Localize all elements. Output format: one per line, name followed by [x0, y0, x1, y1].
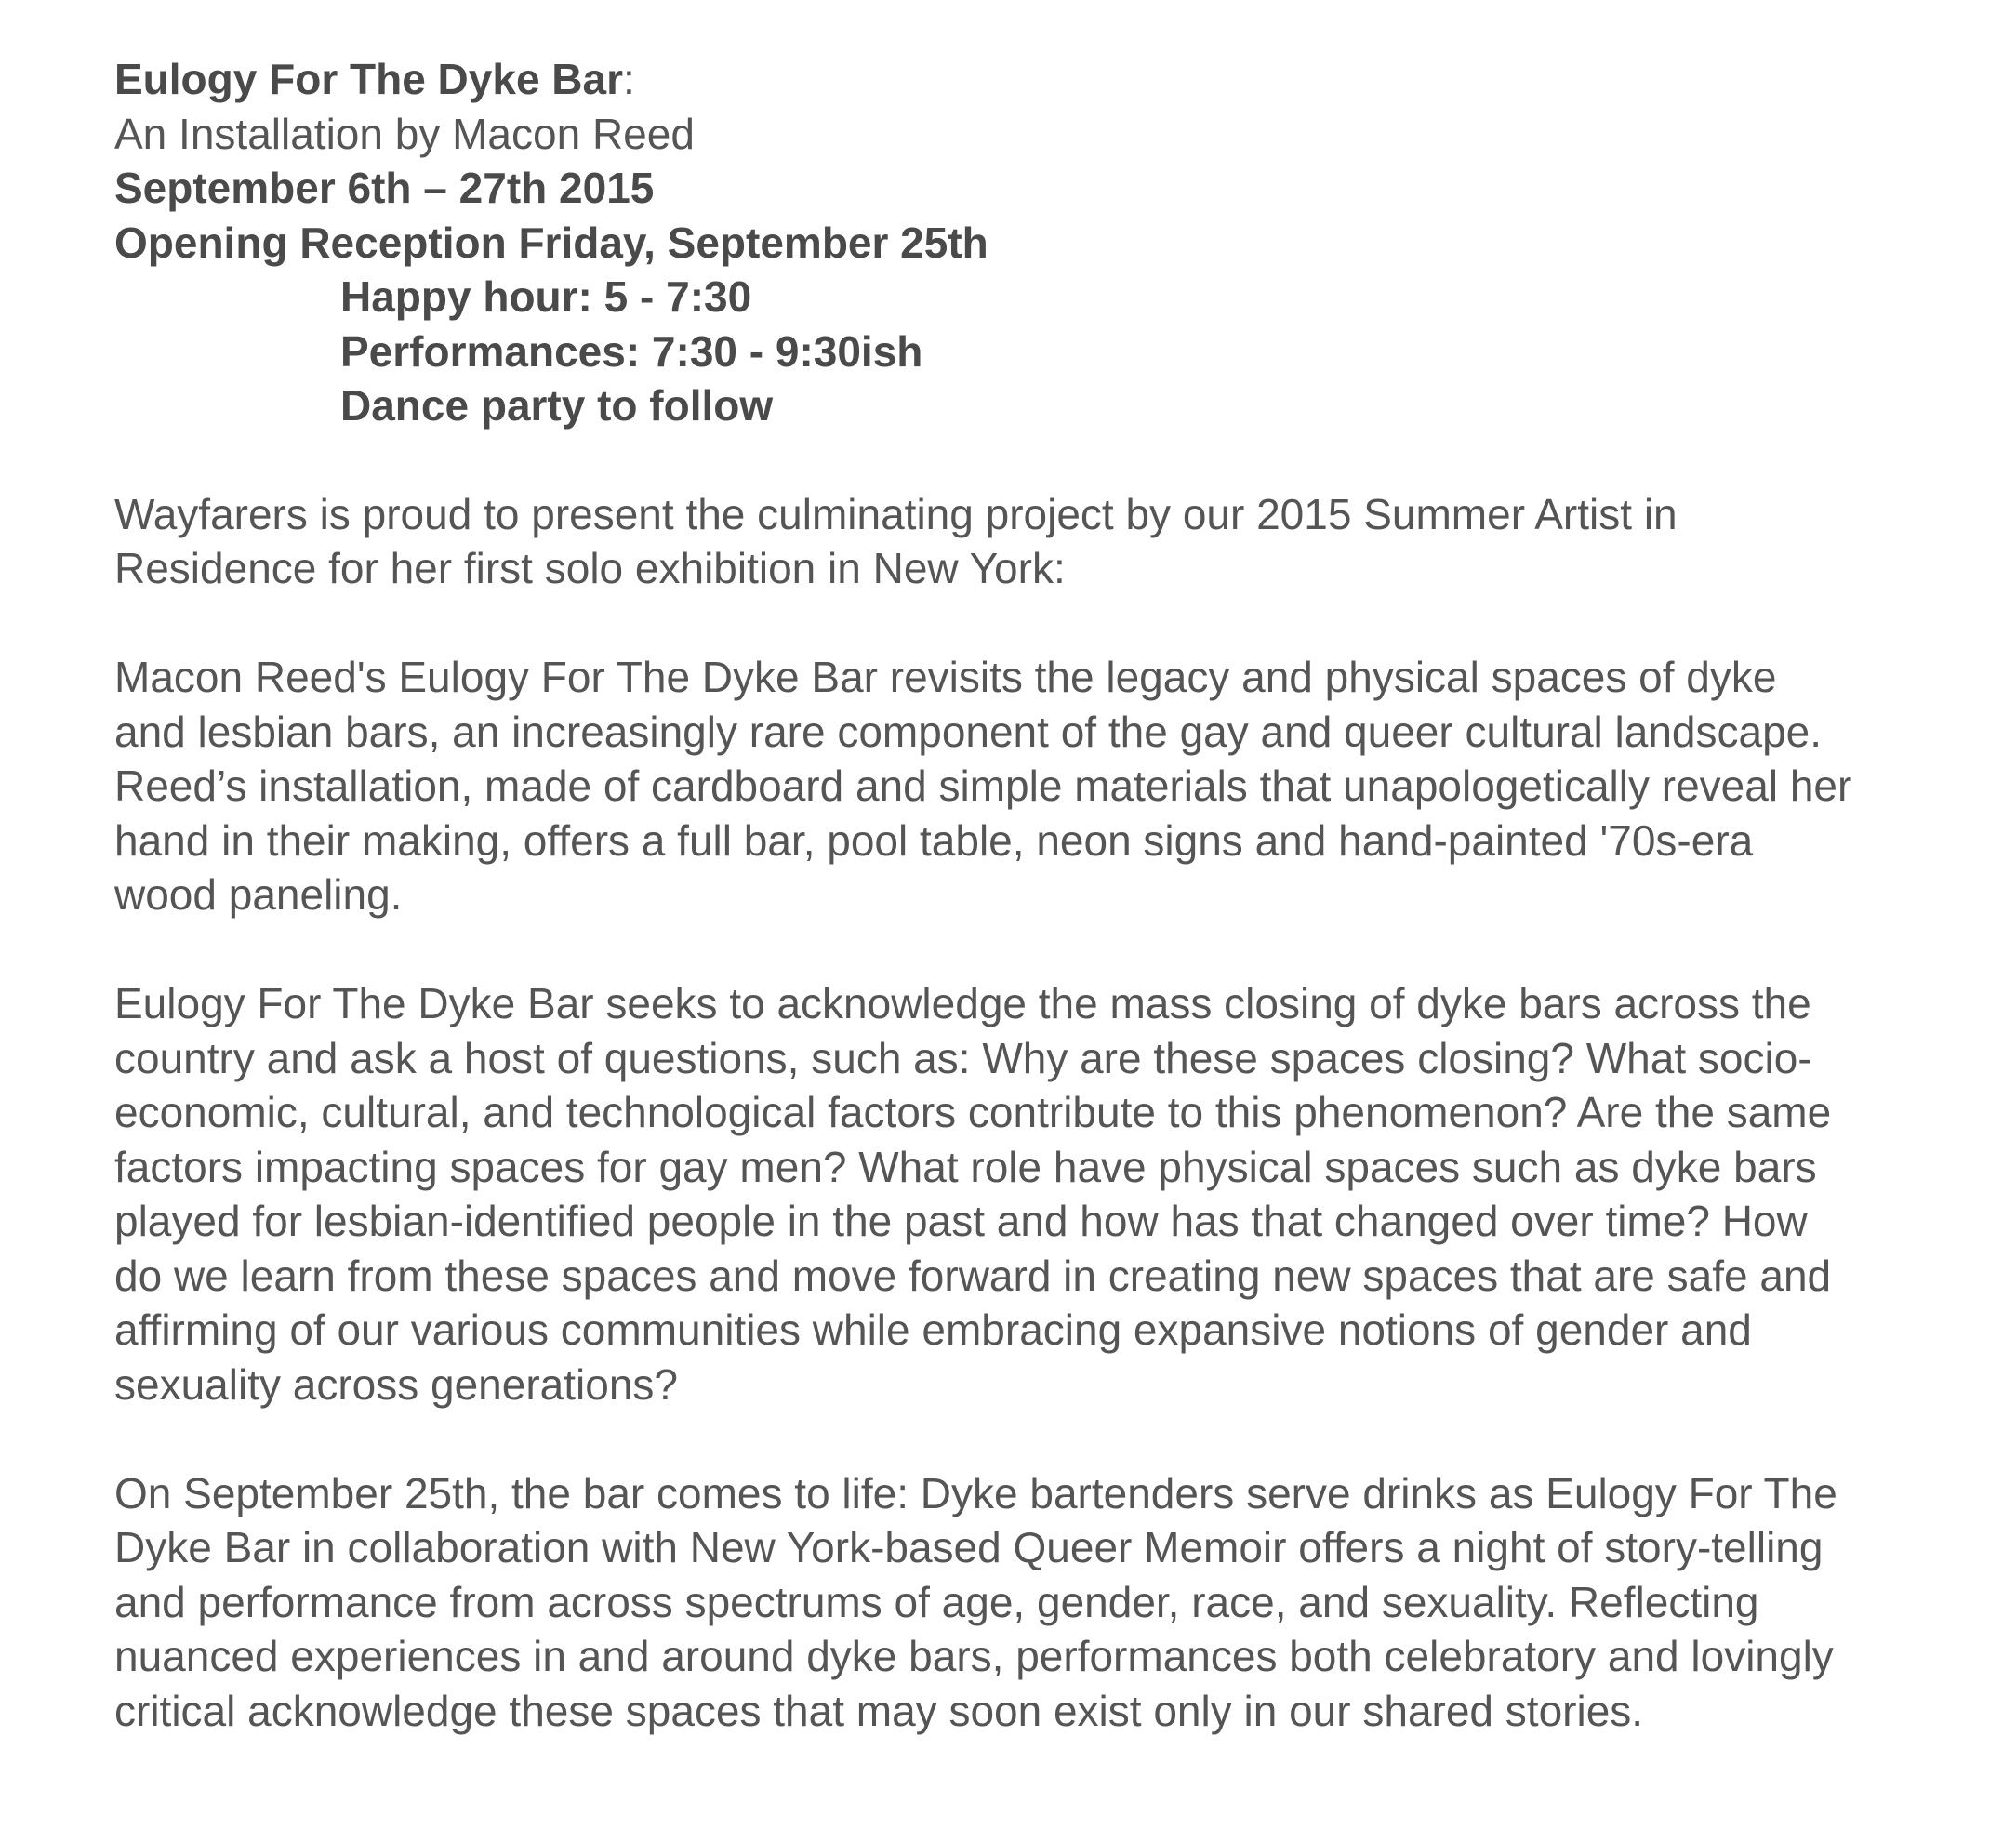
opening-reception: Opening Reception Friday, September 25th [114, 218, 988, 267]
schedule-happy-hour: Happy hour: 5 - 7:30 [340, 272, 752, 321]
title-colon: : [623, 55, 635, 103]
paragraph-line: Eulogy For The Dyke Bar seeks to acknowledge the mass closing of dyke bars across the [114, 979, 1811, 1027]
paragraph-line: hand in their making, offers a full bar, pool table, neon signs and hand-painted '70s-era [114, 815, 1754, 865]
paragraph-line: and lesbian bars, an increasingly rare component of the gay and queer cultural landscape. [114, 707, 1823, 756]
paragraph-line: affirming of our various communities while embracing expansive notions of gender and [114, 1305, 1752, 1354]
paragraph-line: and performance from across spectrums of age, gender, race, and sexuality. Reflecting [114, 1577, 1759, 1626]
schedule-dance-party: Dance party to follow [340, 381, 774, 430]
paragraph-line: economic, cultural, and technological factors contribute to this phenomenon? Are the same [114, 1088, 1832, 1136]
installation-description-paragraph [114, 650, 1965, 922]
paragraph-line: Residence for her first solo exhibition in New York: [114, 544, 1066, 592]
paragraph-line: wood paneling. [114, 870, 403, 919]
exhibition-title: Eulogy For The Dyke Bar [114, 55, 624, 103]
event-night-paragraph [114, 1466, 1965, 1739]
document-page [114, 52, 1965, 1793]
exhibition-dates: September 6th – 27th 2015 [114, 164, 655, 212]
paragraph-line: Wayfarers is proud to present the culminating project by our 2015 Summer Artist in [114, 489, 1678, 538]
paragraph-line: sexuality across generations? [114, 1359, 678, 1409]
paragraph-line: On September 25th, the bar comes to life: Dyke bartenders serve drinks as Eulogy For The [114, 1468, 1837, 1517]
paragraph-line: Reed’s installation, made of cardboard and simple materials that unapologetically reveal her [114, 762, 1852, 810]
paragraph-line: do we learn from these spaces and move forward in creating new spaces that are safe and [114, 1251, 1832, 1300]
exhibition-header [114, 52, 1965, 433]
exhibition-title-line [114, 52, 1965, 107]
paragraph-line: country and ask a host of questions, such as: Why are these spaces closing? What socio- [114, 1033, 1812, 1082]
paragraph-line: Dyke Bar in collaboration with New York-based Queer Memoir offers a night of story-telling [114, 1523, 1824, 1571]
paragraph-line: Macon Reed's Eulogy For The Dyke Bar revisits the legacy and physical spaces of dyke [114, 653, 1777, 701]
paragraph-line: played for lesbian-identified people in the past and how has that changed over time? How [114, 1197, 1808, 1245]
paragraph-line: nuanced experiences in and around dyke bars, performances both celebratory and lovingly [114, 1632, 1834, 1680]
questions-paragraph [114, 976, 1965, 1411]
schedule-performances: Performances: 7:30 - 9:30ish [340, 326, 923, 376]
paragraph-line: factors impacting spaces for gay men? What role have physical spaces such as dyke bars [114, 1142, 1817, 1191]
exhibition-subtitle: An Installation by Macon Reed [114, 109, 695, 158]
intro-paragraph [114, 487, 1965, 596]
paragraph-line: critical acknowledge these spaces that may soon exist only in our shared stories. [114, 1686, 1644, 1735]
